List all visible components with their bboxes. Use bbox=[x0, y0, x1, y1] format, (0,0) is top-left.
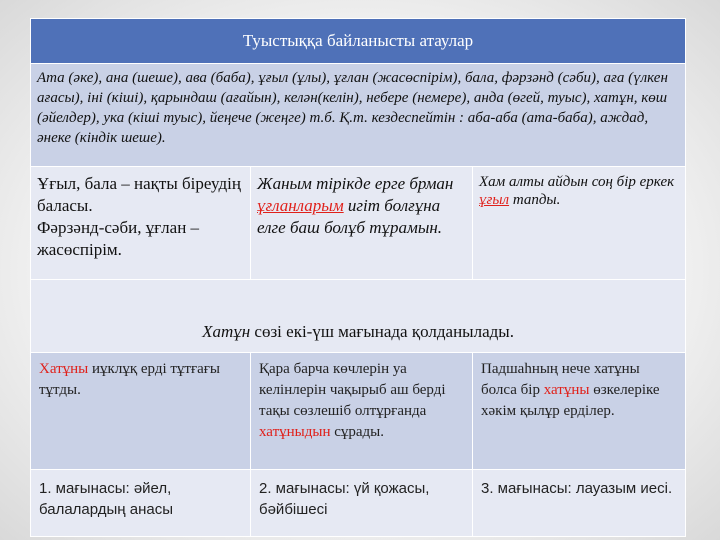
quote-1-highlight: ұғланларым bbox=[257, 196, 344, 215]
example-1-highlight: Хатұны bbox=[39, 361, 89, 377]
example-cell-2 bbox=[251, 353, 473, 470]
usage-rest: сөзі екі-үш мағынада қолданылады. bbox=[250, 322, 514, 341]
meaning-cell-1 bbox=[31, 470, 251, 537]
example-3-after: өзкелеріке хәкім қылұр ерділер. bbox=[481, 382, 660, 419]
quote-2-after: тапды. bbox=[509, 192, 561, 208]
example-2-after: сұрады. bbox=[330, 424, 385, 440]
table-title bbox=[31, 19, 686, 64]
meaning-2-text: 2. мағынасы: үй қожасы, бәйбішесі bbox=[259, 480, 430, 518]
example-cell-3 bbox=[473, 353, 686, 470]
title-text: Туыстыққа байланысты атаулар bbox=[242, 31, 474, 50]
example-3-highlight: хатұны bbox=[543, 382, 590, 398]
meaning-1-text: 1. мағынасы: әйел, балалардың анасы bbox=[39, 480, 174, 518]
definition-cell bbox=[31, 167, 251, 280]
intro-cell bbox=[31, 64, 686, 167]
example-cell-1 bbox=[31, 353, 251, 470]
meaning-cell-2 bbox=[251, 470, 473, 537]
kinship-table bbox=[30, 18, 686, 537]
quote-2-before: Хам алты айдын соң бір еркек bbox=[479, 174, 675, 190]
intro-text: Ата (әке), ана (шеше), ава (баба), ұғыл (ұлы), ұғлан (жасөспірім), бала, фәрзәнд (сәби), аға (үлкен ағасы), іні (кіші), қарындаш (ағайын), келән(келін), небере (немере), анда (өгей, туыс), хатұн, көш (әйелдер), ука (кіші туыс), йеңече (жеңге) т.б. Қ.т. кездеспейтін : аба-аба (ата-баба), аждад, әнеке (кіндік шеше). bbox=[37, 70, 668, 146]
usage-word: Хатұн bbox=[202, 322, 251, 341]
example-2-before: Қара барча көчлерін уа келінлерін чақырыб аш берді тақы сөзлешіб олтұрғанда bbox=[259, 361, 446, 419]
quote-1-after: игіт болғұна елге баш болұб тұрамын. bbox=[257, 196, 443, 237]
quote-1-before: Жаным тірікде ерге брман bbox=[257, 174, 454, 193]
meaning-cell-3 bbox=[473, 470, 686, 537]
definition-line-1: Ұғыл, бала – нақты біреудің баласы. bbox=[37, 174, 241, 215]
quote-2-highlight: ұғыл bbox=[479, 192, 510, 208]
quote-cell-1 bbox=[251, 167, 473, 280]
usage-note-cell bbox=[31, 280, 686, 353]
example-1-after: иұклұқ ерді тұтғағы тұтды. bbox=[39, 361, 221, 398]
example-3-before: Падшаһның нече хатұны болса бір bbox=[481, 361, 640, 398]
example-2-highlight: хатұныдын bbox=[259, 424, 331, 440]
quote-cell-2 bbox=[473, 167, 686, 280]
meaning-3-text: 3. мағынасы: лауазым иесі. bbox=[481, 480, 673, 497]
definition-line-2: Фәрзәнд-сәби, ұғлан – жасөспірім. bbox=[37, 218, 200, 259]
